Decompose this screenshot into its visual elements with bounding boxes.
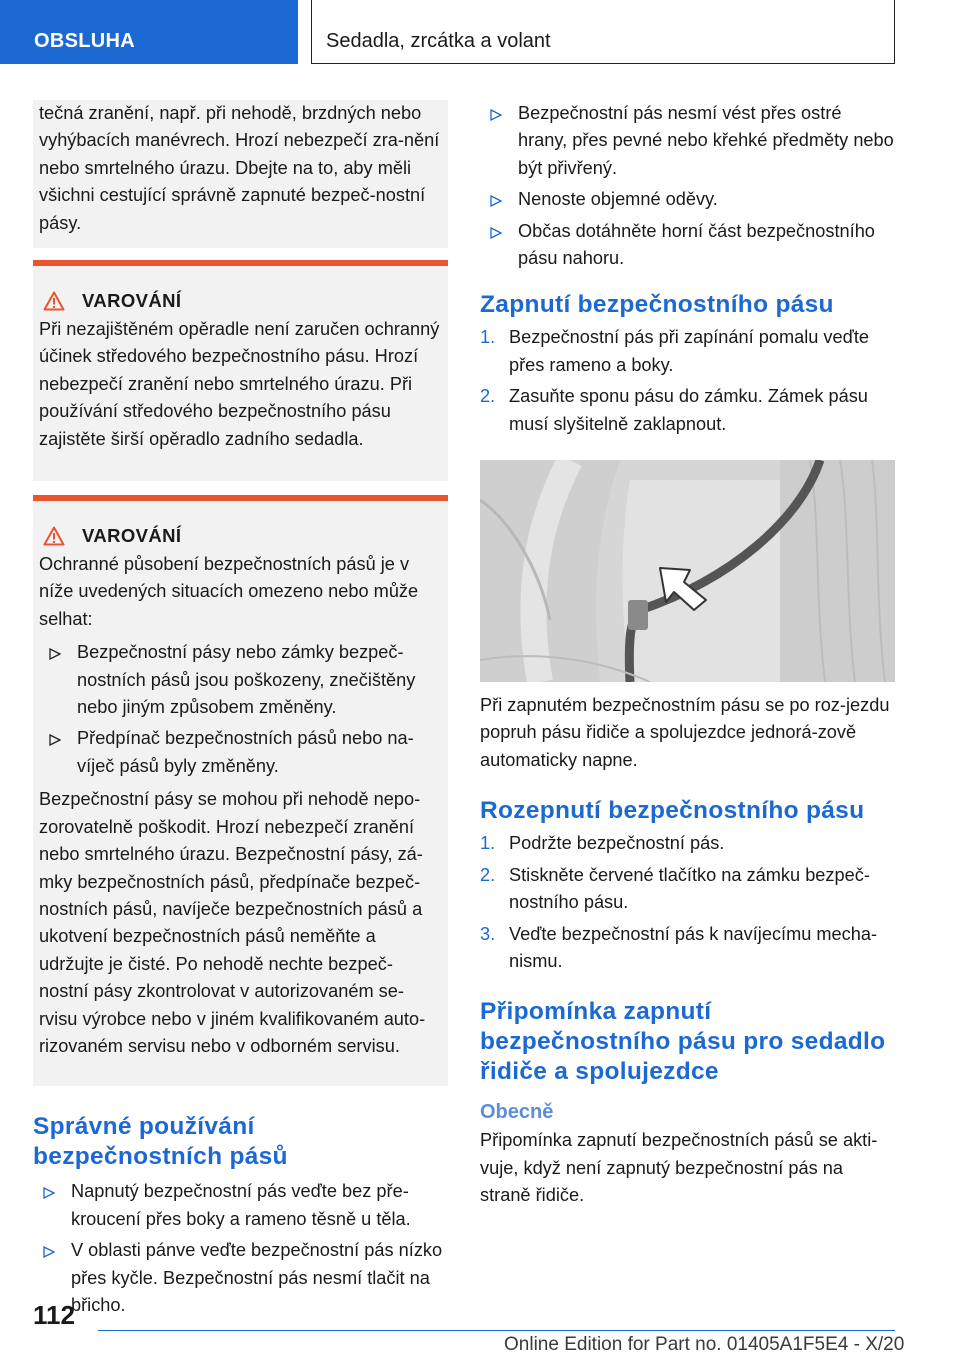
warning-text-2: Bezpečnostní pásy se mohou při nehodě nepo-zorovatelně poškodit. Hrozí nebezpečí zranění nebo smrtelného úrazu. Bezpečnostní pásy, zá-mky bezpečnostních pásů, předpínače bezpeč-nostních pásů, navíječe bezpečnostních pásů a ukotvení bezpečnostních pásů neměňte a udržujte je čisté. Po nehodě nechte bezpeč-nostní pásy zkontrolovat v autorizovaném se-rvisu výrobce nebo v jiném kvalifikovaném auto-rizovaném servisu nebo v odborném servisu. <box>39 789 426 1056</box>
section-title: OBSLUHA <box>34 30 135 52</box>
warning-title-1 <box>39 286 442 316</box>
footer-divider <box>98 1330 895 1331</box>
list-item: Předpínač bezpečnostních pásů nebo na-víječ pásů byly změněny. <box>39 725 442 780</box>
bullet-triangle-icon <box>43 1246 55 1258</box>
fasten-steps <box>480 324 895 438</box>
general-text: Připomínka zapnutí bezpečnostních pásů se akti-vuje, když není zapnutý bezpečnostní pás na straně řidiče. <box>480 1130 878 1206</box>
belt-bullet-list <box>480 100 895 272</box>
warning-triangle-icon <box>43 291 65 311</box>
section-heading-unfasten: Rozepnutí bezpečnostního pásu <box>480 797 865 825</box>
bullet-triangle-icon <box>490 227 502 239</box>
step-number: 1. <box>480 833 496 854</box>
list-item: Bezpečnostní pás nesmí vést přes ostré hrany, přes pevné nebo křehké předměty nebo být přivřený. <box>480 100 895 182</box>
list-item: 2. Stiskněte červené tlačítko na zámku bezpeč-nostního pásu. <box>480 862 895 917</box>
step-number: 1. <box>480 327 496 348</box>
continued-warning-box <box>33 100 448 248</box>
list-item: 3. Veďte bezpečnostní pás k navíjecímu mecha-nismu. <box>480 921 895 976</box>
bullet-triangle-icon <box>49 734 61 746</box>
subheading-general: Obecně <box>480 1101 554 1124</box>
list-item: Bezpečnostní pásy nebo zámky bezpeč-nostních pásů jsou poškozeny, znečištěny nebo jiným způsobem změněny. <box>39 639 442 721</box>
warning-bullet-list <box>39 639 442 780</box>
warning-text-1: Při nezajištěném opěradle není zaručen ochranný účinek středového bezpečnostního pásu. Hrozí nebezpečí zranění nebo smrtelného úrazu. Při používání středového bezpečnostního pásu zajistěte širší opěradlo zadního sedadla. <box>39 319 440 449</box>
warning-title-2 <box>39 521 442 551</box>
chapter-title: Sedadla, zrcátka a volant <box>326 30 551 52</box>
step-number: 2. <box>480 864 496 885</box>
continued-text: tečná zranění, např. při nehodě, brzdných nebo vyhýbacích manévrech. Hrozí nebezpečí zra-nění nebo smrtelného úrazu. Dbejte na to, aby měli všichni cestující správně zapnuté bezpeč-nostní pásy. <box>39 103 440 233</box>
edition-note: Online Edition for Part no. 01405A1F5E4 - X/20 <box>504 1334 905 1355</box>
chapter-header <box>311 0 895 64</box>
bullet-triangle-icon <box>490 109 502 121</box>
bullet-triangle-icon <box>490 195 502 207</box>
left-column <box>33 100 448 1319</box>
right-column <box>480 100 895 1210</box>
warning-intro-2: Ochranné působení bezpečnostních pásů je v níže uvedených situacích omezeno nebo může selhat: <box>39 554 419 629</box>
list-item: Občas dotáhněte horní část bezpečnostního pásu nahoru. <box>480 218 895 273</box>
unfasten-steps <box>480 830 895 975</box>
warning-box-1 <box>33 260 448 481</box>
section-tab <box>0 0 298 64</box>
list-item: 1. Podržte bezpečnostní pás. <box>480 830 895 857</box>
correct-use-bullet-list <box>33 1178 448 1319</box>
list-item: Nenoste objemné oděvy. <box>480 186 895 213</box>
step-number: 2. <box>480 386 496 407</box>
list-item: 2. Zasuňte sponu pásu do zámku. Zámek pásu musí slyšitelně zaklapnout. <box>480 383 895 438</box>
warning-triangle-icon <box>43 526 65 546</box>
bullet-triangle-icon <box>43 1187 55 1199</box>
list-item: Napnutý bezpečnostní pás veďte bez pře-kroucení přes boky a rameno těsně u těla. <box>33 1178 448 1233</box>
section-heading-fasten: Zapnutí bezpečnostního pásu <box>480 291 834 319</box>
section-heading-correct-use: Správné používání bezpečnostních pásů <box>33 1113 288 1171</box>
list-item: 1. Bezpečnostní pás při zapínání pomalu veďte přes rameno a boky. <box>480 324 895 379</box>
page-number: 112 <box>33 1300 75 1330</box>
step-number: 3. <box>480 923 496 944</box>
list-item: V oblasti pánve veďte bezpečnostní pás nízko přes kyčle. Bezpečnostní pás nesmí tlačit na břicho. <box>33 1237 448 1319</box>
warning-box-2 <box>33 495 448 1086</box>
warning-label-2: VAROVÁNÍ <box>82 525 182 547</box>
seatbelt-buckle-photo <box>480 460 895 682</box>
warning-label-1: VAROVÁNÍ <box>82 290 182 311</box>
bullet-triangle-icon <box>49 648 61 660</box>
photo-caption: Při zapnutém bezpečnostním pásu se po roz-jezdu popruh pásu řidiče a spolujezdce jednorá-zově automaticky napne. <box>480 695 890 770</box>
section-heading-reminder: Připomínka zapnutí bezpečnostního pásu pro sedadlo řidiče a spolujezdce <box>480 998 886 1086</box>
